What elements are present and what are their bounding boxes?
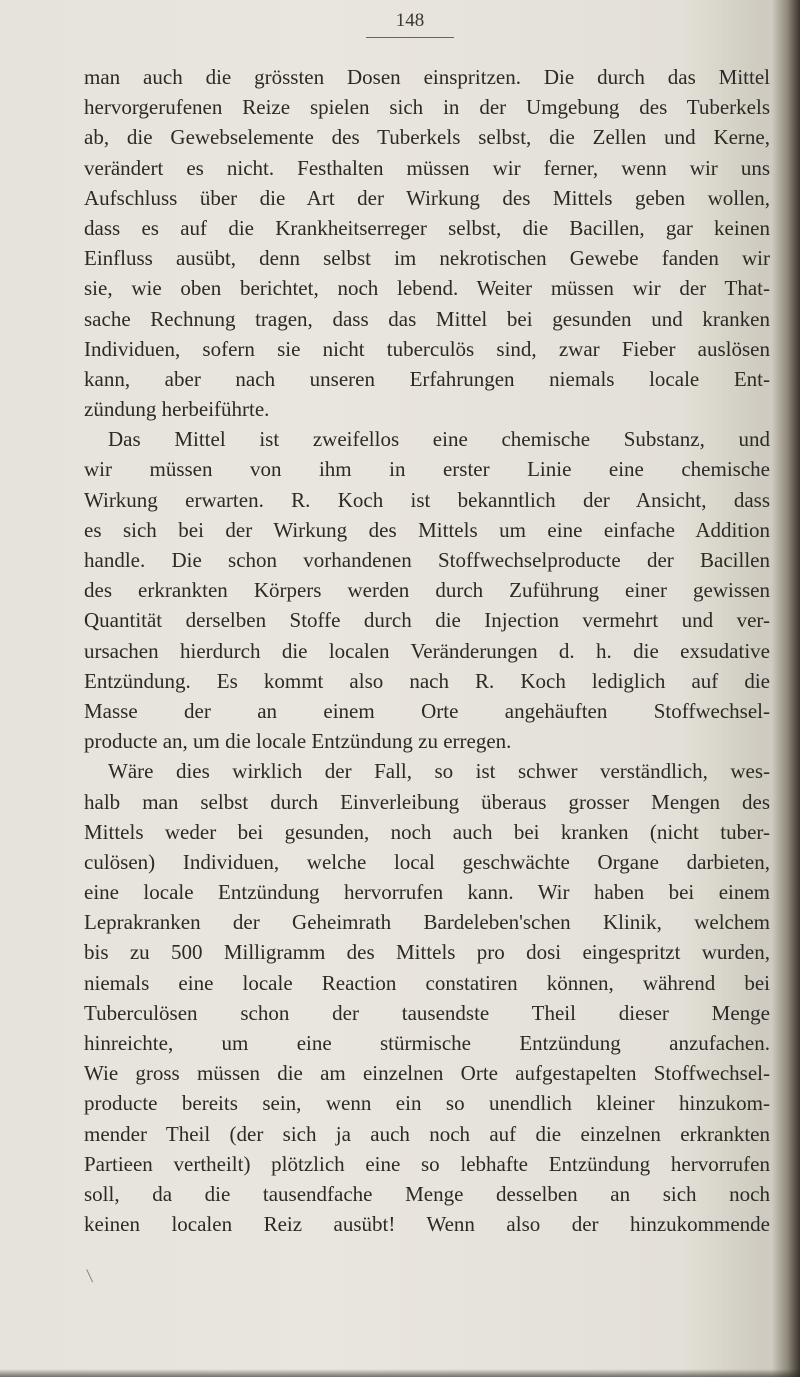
body-text	[84, 62, 770, 1239]
text-line: des erkrankten Körpers werden durch Zuführung einer gewissen	[84, 578, 770, 603]
text-line: wir müssen von ihm in erster Linie eine chemische	[84, 457, 770, 482]
text-line: Partieen vertheilt) plötzlich eine so lebhafte Entzündung hervorrufen	[84, 1151, 770, 1176]
text-line: Masse der an einem Orte angehäuften Stoffwechsel-	[84, 698, 770, 723]
text-line: halb man selbst durch Einverleibung überaus grosser Mengen des	[84, 789, 770, 814]
text-line: Mittels weder bei gesunden, noch auch bei kranken (nicht tuber-	[84, 819, 770, 844]
page-edge-shadow	[772, 0, 800, 1377]
text-line: niemals eine locale Reaction constatiren können, während bei	[84, 970, 770, 995]
text-line: keinen localen Reiz ausübt! Wenn also der hinzukommende	[84, 1212, 770, 1237]
text-line: verändert es nicht. Festhalten müssen wir ferner, wenn wir uns	[84, 155, 770, 180]
text-line: mender Theil (der sich ja auch noch auf die einzelnen erkrankten	[84, 1121, 770, 1146]
text-line: sie, wie oben berichtet, noch lebend. Weiter müssen wir der That-	[84, 276, 770, 301]
text-line: Entzündung. Es kommt also nach R. Koch lediglich auf die	[84, 668, 770, 693]
text-line: Leprakranken der Geheimrath Bardeleben'schen Klinik, welchem	[84, 910, 770, 935]
text-line: Tuberculösen schon der tausendste Theil dieser Menge	[84, 1000, 770, 1025]
text-line: sache Rechnung tragen, dass das Mittel bei gesunden und kranken	[84, 306, 770, 331]
text-line: hinreichte, um eine stürmische Entzündung anzufachen.	[84, 1031, 770, 1055]
text-line: kann, aber nach unseren Erfahrungen niemals locale Ent-	[84, 366, 770, 391]
text-line: hervorgerufenen Reize spielen sich in der Umgebung des Tuberkels	[84, 95, 770, 120]
paragraph-end-line: zündung herbeiführte.	[84, 397, 270, 422]
text-line: ab, die Gewebselemente des Tuberkels selbst, die Zellen und Kerne,	[84, 125, 770, 150]
page-bottom-shadow	[0, 1369, 800, 1377]
page-number: 148	[395, 10, 425, 31]
text-line: culösen) Individuen, welche local geschwächte Organe darbieten,	[84, 849, 770, 874]
text-line: ursachen hierdurch die localen Veränderungen d. h. die exsudative	[84, 638, 770, 663]
page-number-rule	[366, 37, 454, 38]
text-line: man auch die grössten Dosen einspritzen. Die durch das Mittel	[84, 65, 770, 89]
text-line: Quantität derselben Stoffe durch die Injection vermehrt und ver-	[84, 608, 770, 633]
text-line: bis zu 500 Milligramm des Mittels pro dosi eingespritzt wurden,	[84, 940, 770, 965]
text-line: producte bereits sein, wenn ein so unendlich kleiner hinzukom-	[84, 1091, 770, 1116]
text-line: eine locale Entzündung hervorrufen kann. Wir haben bei einem	[84, 880, 770, 905]
paragraph-start-line: Wäre dies wirklich der Fall, so ist schwer verständlich, wes-	[108, 759, 770, 784]
text-line: Aufschluss über die Art der Wirkung des Mittels geben wollen,	[84, 185, 770, 210]
margin-pencil-mark	[86, 1268, 96, 1283]
text-line: Individuen, sofern sie nicht tuberculös sind, zwar Fieber auslösen	[84, 336, 770, 361]
text-line: handle. Die schon vorhandenen Stoffwechselproducte der Bacillen	[84, 548, 770, 572]
text-line: Einfluss ausübt, denn selbst im nekrotischen Gewebe fanden wir	[84, 246, 770, 271]
text-line: Wie gross müssen die am einzelnen Orte aufgestapelten Stoffwechsel-	[84, 1061, 770, 1086]
text-line: es sich bei der Wirkung des Mittels um eine einfache Addition	[84, 517, 770, 542]
text-line: soll, da die tausendfache Menge desselben an sich noch	[84, 1181, 770, 1206]
text-line: Wirkung erwarten. R. Koch ist bekanntlich der Ansicht, dass	[84, 487, 770, 512]
text-line: dass es auf die Krankheitserreger selbst, die Bacillen, gar keinen	[84, 215, 770, 240]
paragraph-start-line: Das Mittel ist zweifellos eine chemische Substanz, und	[108, 427, 770, 452]
paragraph-end-line: producte an, um die locale Entzündung zu erregen.	[84, 729, 512, 754]
